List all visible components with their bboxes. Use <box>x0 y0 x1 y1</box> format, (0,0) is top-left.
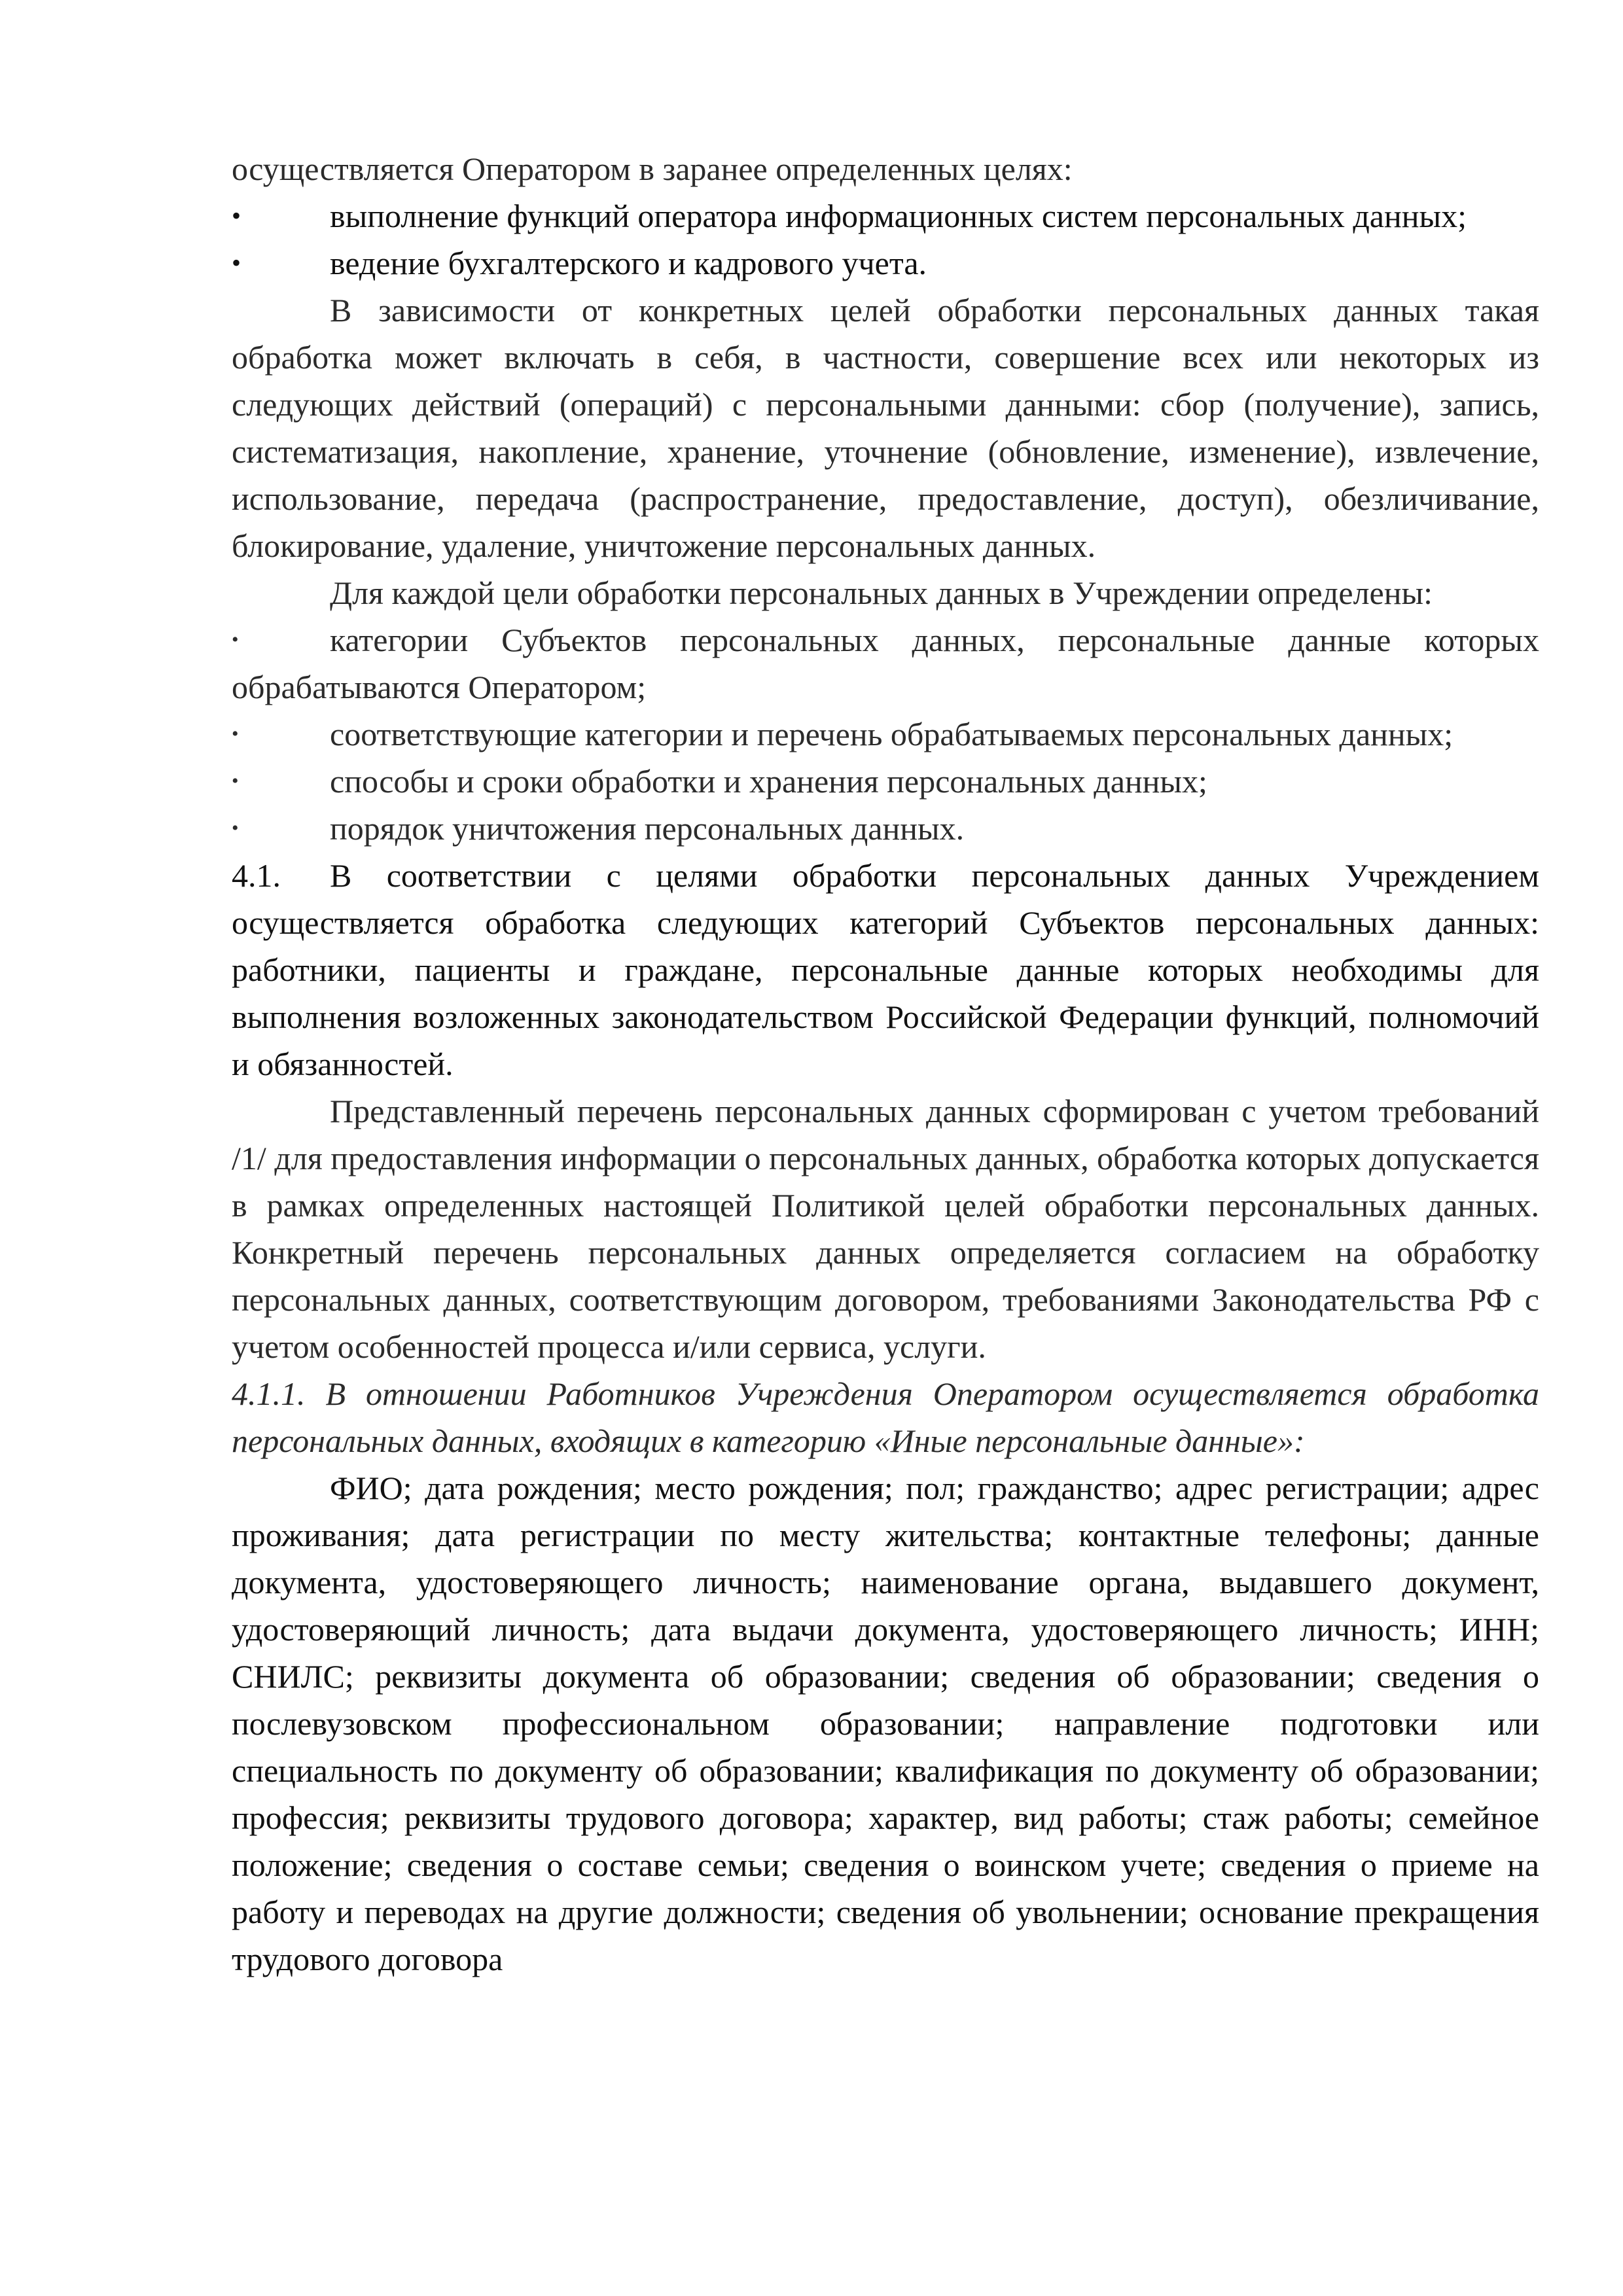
intro-line: осуществляется Оператором в заранее определенных целях: <box>232 150 1073 187</box>
actions-paragraph: В зависимости от конкретных целей обработки персональных данных такая обработка может включать в себя, в частности, совершение всех или некоторых из следующих действий (операций) с персональными данными: сбор (получение), запись, систематизация, накопление, хранение, уточнение (обновление, изменение), извлечение, использование, передача (распространение, предоставление, доступ), обезличивание, блокирование, удаление, уничтожение персональных данных. <box>232 292 1539 564</box>
bullet-icon: • <box>232 770 239 792</box>
section-4-1-1-heading: 4.1.1. В отношении Работников Учреждения Оператором осуществляется обработка персональных данных, входящих в категорию «Иные персональные данные»: <box>232 1375 1539 1459</box>
defined-item-text: категории Субъектов персональных данных, персональные данные которых обрабатываются Оператором; <box>232 622 1539 705</box>
bullet-icon: • <box>232 248 241 277</box>
defined-item-text: соответствующие категории и перечень обрабатываемых персональных данных; <box>330 716 1454 752</box>
purpose-item <box>232 239 1539 287</box>
section-number: 4.1. <box>232 857 281 894</box>
defined-item <box>232 711 1539 758</box>
bullet-icon: • <box>232 723 239 745</box>
defined-item <box>232 616 1539 711</box>
bullet-icon: • <box>232 817 239 839</box>
document-page <box>232 145 1539 1983</box>
defined-item-text: порядок уничтожения персональных данных. <box>330 810 965 847</box>
purpose-item-text: выполнение функций оператора информационных систем персональных данных; <box>330 198 1467 234</box>
defined-item <box>232 805 1539 852</box>
bullet-icon: • <box>232 629 239 650</box>
purpose-item-text: ведение бухгалтерского и кадрового учета. <box>330 245 927 281</box>
list-note-paragraph: Представленный перечень персональных данных сформирован с учетом требований /1/ для предоставления информации о персональных данных, обработка которых допускается в рамках определенных настоящей Политикой целей обработки персональных данных. Конкретный перечень персональных данных определяется согласием на обработку персональных данных, соответствующим договором, требованиями Законодательства РФ с учетом особенностей процесса и/или сервиса, услуги. <box>232 1093 1539 1365</box>
defined-intro: Для каждой цели обработки персональных данных в Учреждении определены: <box>330 574 1433 611</box>
purpose-item <box>232 192 1539 239</box>
employee-data-paragraph: ФИО; дата рождения; место рождения; пол; гражданство; адрес регистрации; адрес проживания; дата регистрации по месту жительства; контактные телефоны; данные документа, удостоверяющего личность; наименование органа, выдавшего документ, удостоверяющий личность; дата выдачи документа, удостоверяющего личность; ИНН; СНИЛС; реквизиты документа об образовании; сведения об образовании; сведения о послевузовском профессиональном образовании; направление подготовки или специальность по документу об образовании; квалификация по документу об образовании; профессия; реквизиты трудового договора; характер, вид работы; стаж работы; семейное положение; сведения о составе семьи; сведения о воинском учете; сведения о приеме на работу и переводах на другие должности; сведения об увольнении; основание прекращения трудового договора <box>232 1470 1539 1977</box>
defined-item <box>232 758 1539 805</box>
bullet-icon: • <box>232 201 241 230</box>
section-4-1 <box>232 852 1539 1087</box>
defined-item-text: способы и сроки обработки и хранения персональных данных; <box>330 763 1207 800</box>
section-4-1-text: В соответствии с целями обработки персональных данных Учреждением осуществляется обработка следующих категорий Субъектов персональных данных: работники, пациенты и граждане, персональные данные которых необходимы для выполнения возложенных законодательством Российской Федерации функций, полномочий и обязанностей. <box>232 857 1539 1082</box>
